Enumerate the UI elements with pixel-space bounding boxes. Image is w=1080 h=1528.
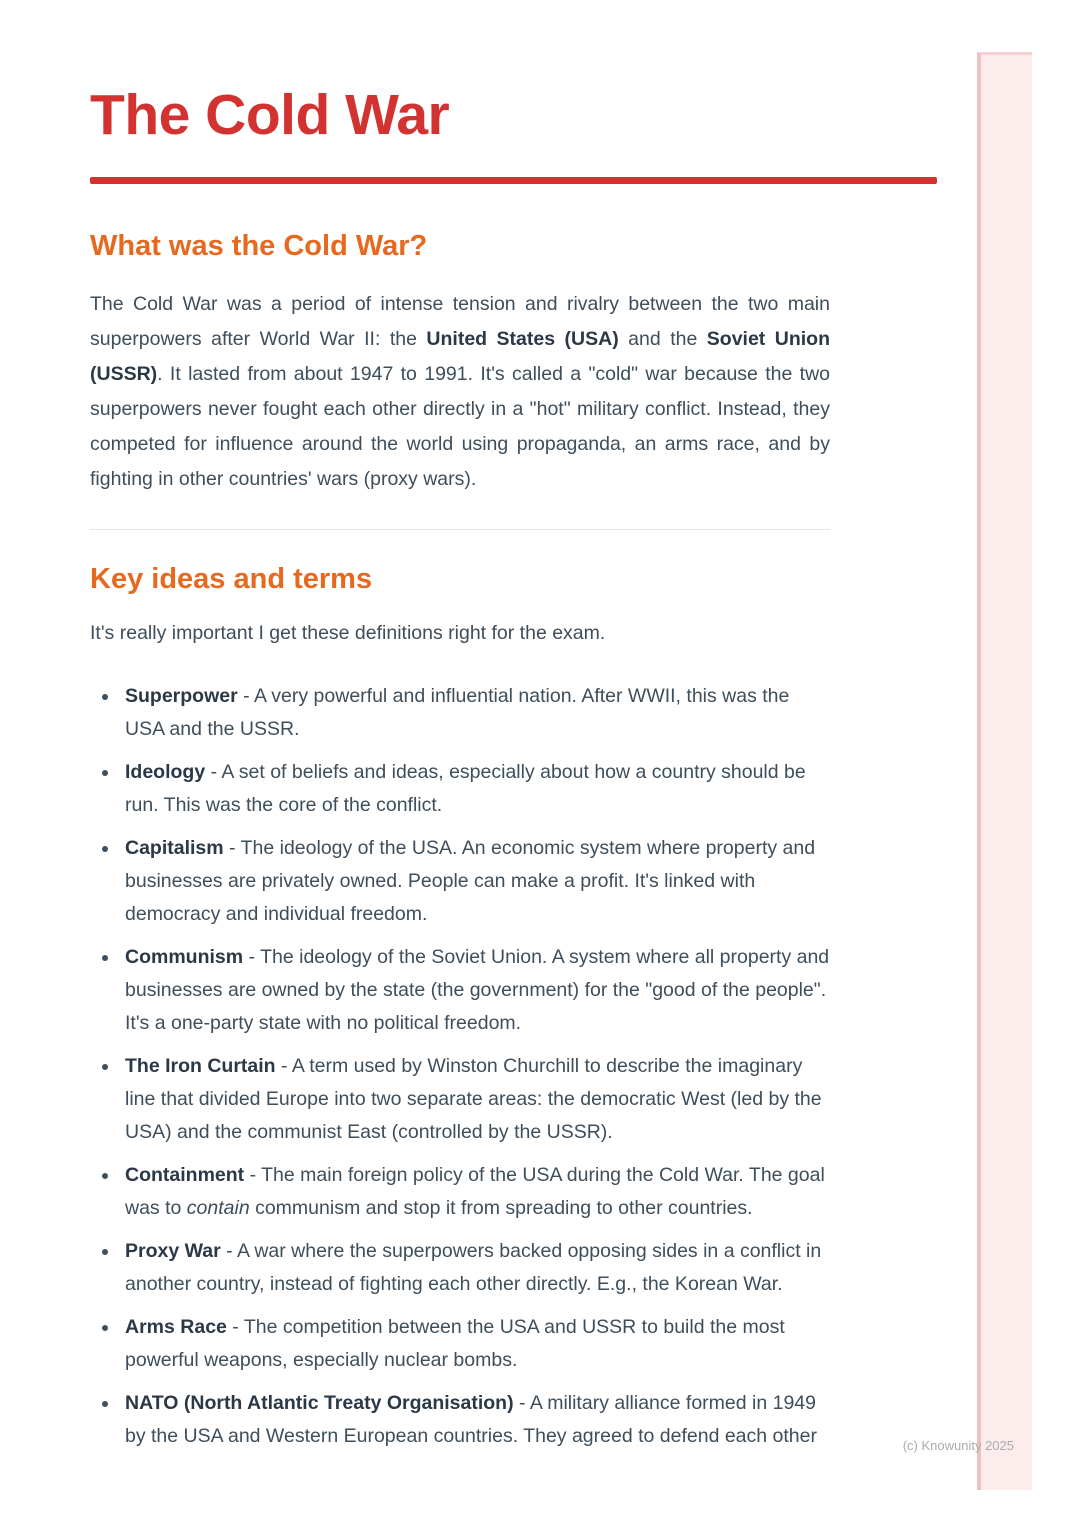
section-key-ideas-and-terms <box>90 563 830 1453</box>
section-divider <box>90 529 830 530</box>
term-list-item <box>90 832 830 931</box>
text-segment: - A military alliance formed in 1949 by the USA and Western European countries. They agreed to defend each other <box>125 1392 817 1447</box>
document-content <box>90 0 830 1463</box>
term-list-item <box>90 1235 830 1301</box>
term-list-item <box>90 1050 830 1149</box>
term-name: NATO (North Atlantic Treaty Organisation) <box>125 1392 514 1414</box>
term-name: Arms Race <box>125 1316 227 1338</box>
term-list-item <box>90 756 830 822</box>
page-title: The Cold War <box>90 83 450 147</box>
term-name: Containment <box>125 1164 245 1186</box>
term-list-item <box>90 941 830 1040</box>
intro-paragraph <box>90 287 830 497</box>
term-list-item <box>90 1159 830 1225</box>
term-name: Superpower <box>125 685 238 707</box>
copyright-watermark: (c) Knowunity 2025 <box>902 1438 1014 1453</box>
text-segment: contain <box>186 1197 250 1219</box>
term-name: Ideology <box>125 761 206 783</box>
term-name: Proxy War <box>125 1240 221 1262</box>
section-heading-what-was: What was the Cold War? <box>90 230 428 262</box>
right-margin-stripe <box>977 52 1032 1490</box>
text-segment: communism and stop it from spreading to other countries. <box>249 1197 753 1219</box>
text-segment: - A very powerful and influential nation. After WWII, this was the USA and the USSR. <box>125 685 790 740</box>
term-name: The Iron Curtain <box>125 1055 276 1077</box>
title-rule <box>90 177 937 184</box>
text-segment: - A set of beliefs and ideas, especially about how a country should be run. This was the core of the conflict. <box>125 761 806 816</box>
text-segment: United States (USA) <box>426 328 619 350</box>
text-segment: . It lasted from about 1947 to 1991. It's called a "cold" war because the two superpowers never fought each other directly in a "hot" military conflict. Instead, they competed for influence around the world using propaganda, an arms race, and by fighting in other countries' wars (proxy wars). <box>90 363 830 490</box>
text-segment: - The main foreign policy of the USA during the Cold War. The goal was to <box>125 1164 825 1219</box>
section-what-was-the-cold-war <box>90 230 830 497</box>
text-segment: Soviet Union (USSR) <box>90 328 831 385</box>
text-segment: - The ideology of the USA. An economic system where property and businesses are privately owned. People can make a profit. It's linked with democracy and individual freedom. <box>125 837 816 925</box>
text-segment: - A war where the superpowers backed opposing sides in a conflict in another country, instead of fighting each other directly. E.g., the Korean War. <box>125 1240 822 1295</box>
text-segment: The Cold War was a period of intense tension and rivalry between the two main superpowers after World War II: the <box>90 293 830 350</box>
term-list-item <box>90 1311 830 1377</box>
text-segment: and the <box>618 328 707 350</box>
text-segment: - A term used by Winston Churchill to describe the imaginary line that divided Europe into two separate areas: the democratic West (led by the USA) and the communist East (controlled by the USSR). <box>125 1055 822 1143</box>
term-name: Capitalism <box>125 837 224 859</box>
term-name: Communism <box>125 946 244 968</box>
lead-sentence: It's really important I get these definitions right for the exam. <box>90 622 606 644</box>
term-list-item <box>90 680 830 746</box>
term-list-item <box>90 1387 830 1453</box>
text-segment: - The competition between the USA and USSR to build the most powerful weapons, especially nuclear bombs. <box>125 1316 785 1371</box>
text-segment: - The ideology of the Soviet Union. A system where all property and businesses are owned by the state (the government) for the "good of the people". It's a one-party state with no political freedom. <box>125 946 830 1034</box>
terms-list <box>90 680 830 1453</box>
section-heading-key-terms: Key ideas and terms <box>90 563 373 595</box>
